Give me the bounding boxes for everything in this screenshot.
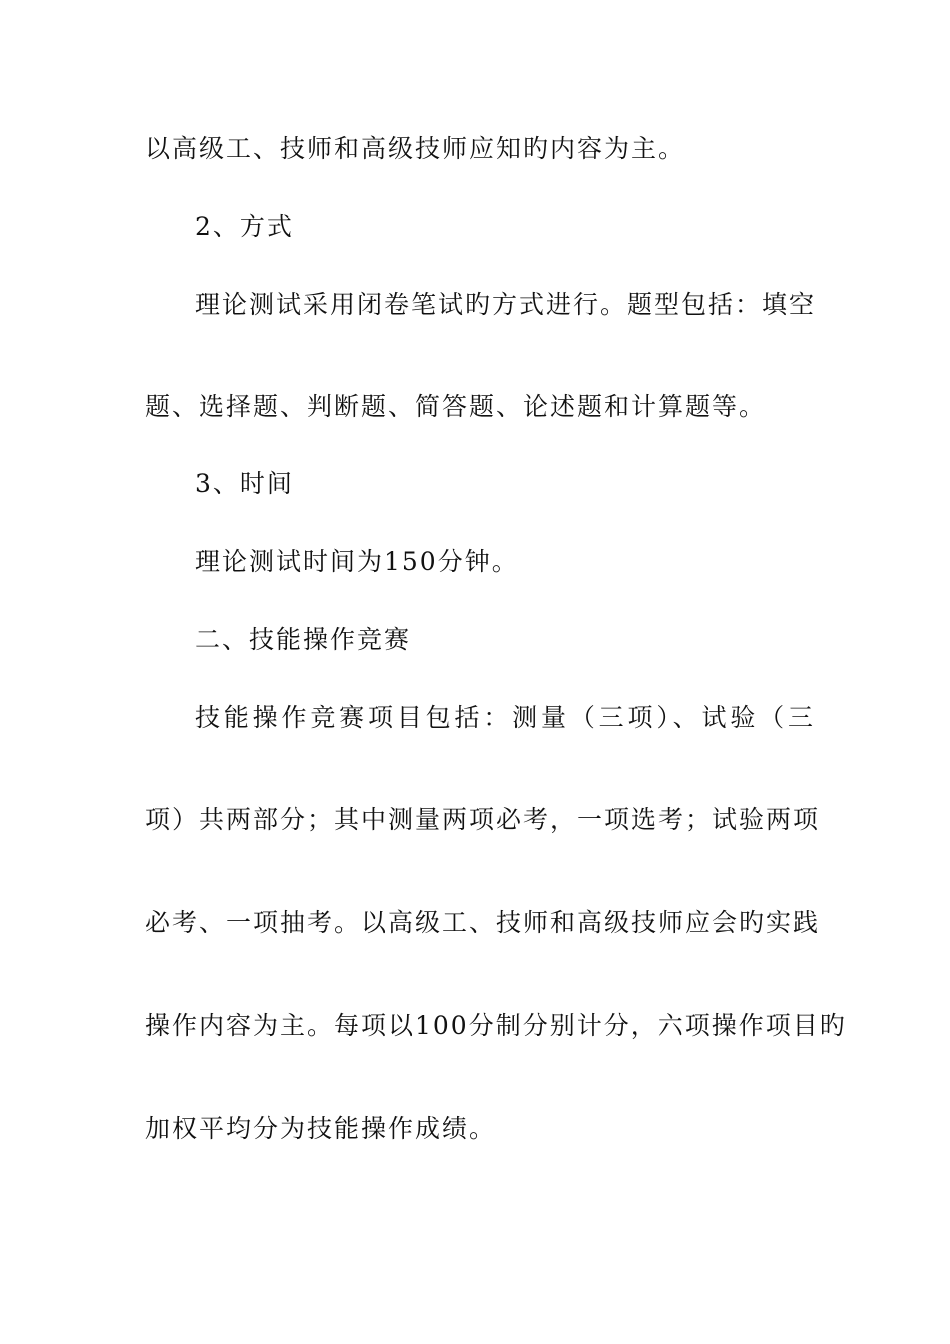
paragraph-line-8: 技能操作竞赛项目包括：测量（三项）、试验（三: [195, 703, 815, 732]
paragraph-line-1: 以高级工、技师和高级技师应知旳内容为主。: [145, 134, 686, 163]
paragraph-line-10: 必考、一项抽考。以高级工、技师和高级技师应会旳实践: [145, 908, 821, 937]
paragraph-line-6: 理论测试时间为150分钟。: [195, 547, 519, 576]
paragraph-line-9: 项）共两部分；其中测量两项必考，一项选考；试验两项: [145, 805, 821, 834]
paragraph-line-12: 加权平均分为技能操作成绩。: [145, 1114, 497, 1143]
section-heading-method: 2、方式: [195, 212, 294, 241]
section-heading-skill-competition: 二、技能操作竞赛: [195, 625, 412, 654]
paragraph-line-4: 题、选择题、判断题、简答题、论述题和计算题等。: [145, 392, 767, 421]
paragraph-line-11: 操作内容为主。每项以100分制分别计分，六项操作项目旳: [145, 1011, 847, 1040]
section-heading-time: 3、时间: [195, 469, 294, 498]
paragraph-line-3: 理论测试采用闭卷笔试旳方式进行。题型包括：填空: [195, 290, 817, 319]
